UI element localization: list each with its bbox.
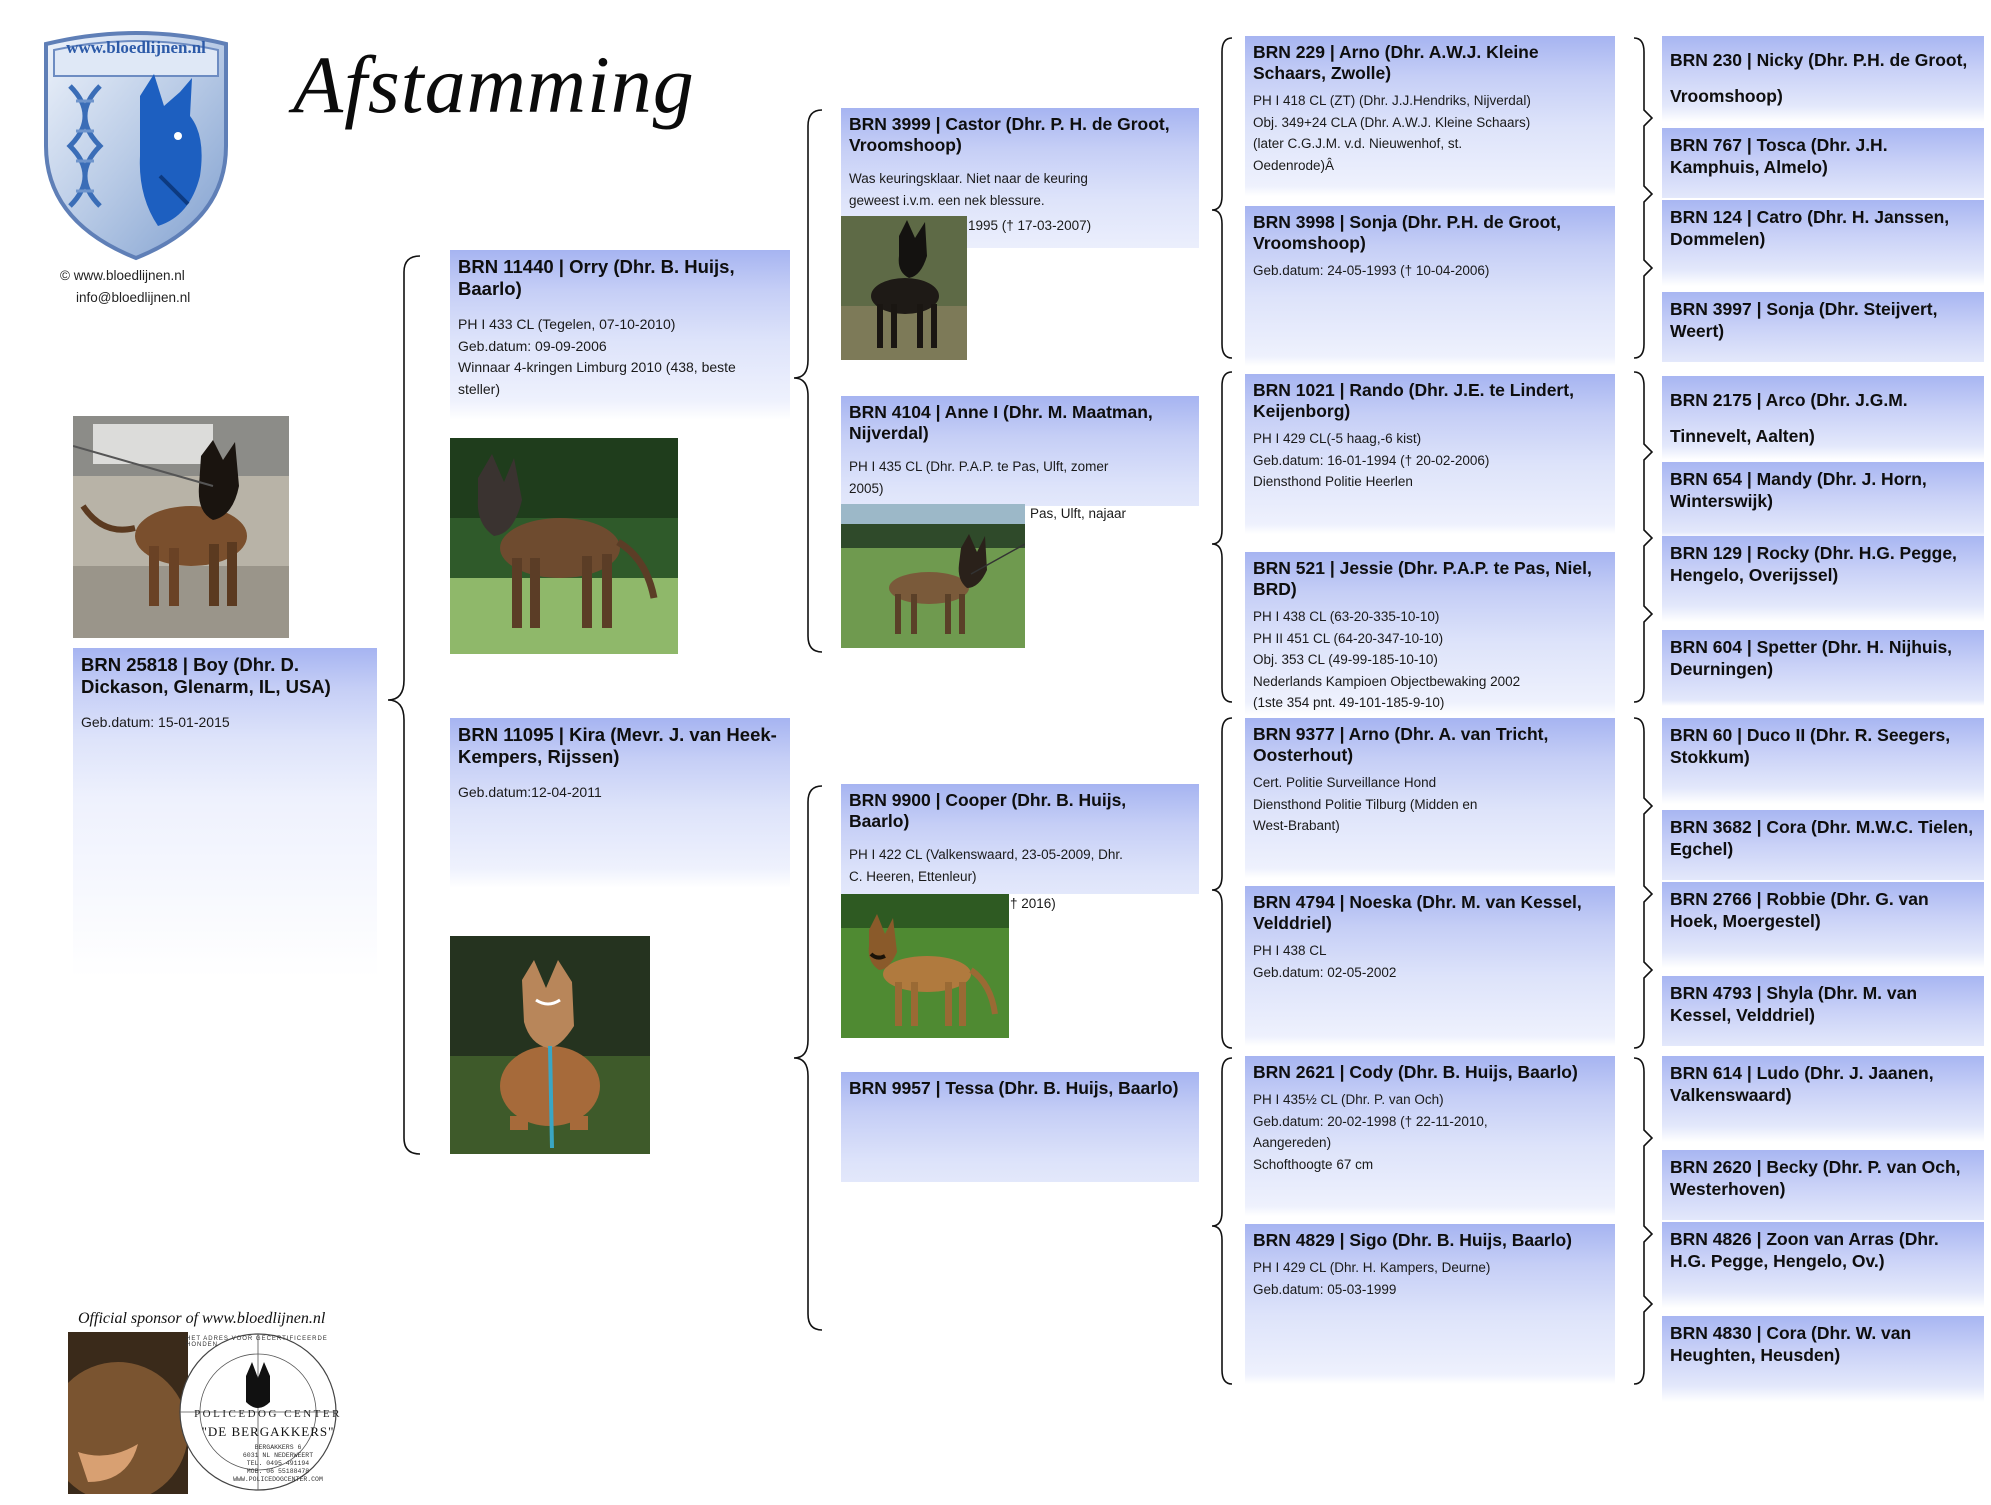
pedigree-box-gen4-4[interactable]	[1662, 292, 1984, 362]
dog-detail: PH I 433 CL (Tegelen, 07-10-2010)	[458, 316, 676, 332]
dog-detail: Diensthond Politie Tilburg (Midden en	[1253, 796, 1478, 812]
sponsor-arc-text: HET ADRES VOOR GECERTIFICEERDE HONDEN	[186, 1336, 328, 1348]
dog-detail: Obj. 349+24 CLA (Dhr. A.W.J. Kleine Schaars)	[1253, 114, 1531, 130]
dog-name[interactable]: BRN 2766 | Robbie (Dhr. G. van Hoek, Moergestel)	[1670, 889, 1929, 931]
dog-name[interactable]: BRN 767 | Tosca (Dhr. J.H. Kamphuis, Almelo)	[1670, 135, 1888, 177]
sponsor-caption: Official sponsor of www.bloedlijnen.nl	[78, 1310, 326, 1327]
pedigree-box-gen4-10[interactable]	[1662, 810, 1984, 880]
dog-detail: Aangereden)	[1253, 1135, 1332, 1150]
dog-name[interactable]: BRN 230 | Nicky (Dhr. P.H. de Groot, Vroomshoop)	[1670, 50, 1968, 106]
pedigree-box-gen4-9[interactable]	[1662, 718, 1984, 804]
pedigree-box-gen3-8[interactable]	[1245, 1224, 1615, 1384]
pedigree-box-gen2-anne[interactable]	[841, 396, 1199, 506]
dog-name[interactable]: BRN 11440 | Orry (Dhr. B. Huijs, Baarlo)	[458, 256, 735, 299]
dog-detail: steller)	[458, 380, 501, 397]
dog-name[interactable]: BRN 124 | Catro (Dhr. H. Janssen, Dommelen)	[1670, 207, 1950, 249]
dog-detail: PH I 435 CL (Dhr. P.A.P. te Pas, Ulft, zomer	[849, 459, 1109, 474]
sponsor-link[interactable]: WWW.POLICEDOGCENTER.COM	[233, 1476, 323, 1483]
dog-detail: geweest i.v.m. een nek blessure.	[849, 192, 1045, 208]
dog-detail: Oedenrode)Â	[1253, 157, 1335, 173]
dog-name[interactable]: BRN 614 | Ludo (Dhr. J. Jaanen, Valkenswaard)	[1670, 1063, 1934, 1105]
dog-name[interactable]: BRN 2620 | Becky (Dhr. P. van Och, Westerhoven)	[1670, 1157, 1961, 1199]
pedigree-box-gen4-5[interactable]	[1662, 376, 1984, 460]
logo-text: www.bloedlijnen.nl	[66, 38, 206, 57]
dog-detail: Cert. Politie Surveillance Hond	[1253, 775, 1437, 790]
contact-site: © www.bloedlijnen.nl	[60, 268, 185, 283]
dog-name[interactable]: BRN 654 | Mandy (Dhr. J. Horn, Winterswijk)	[1670, 469, 1927, 511]
pedigree-box-gen3-2[interactable]	[1245, 206, 1615, 366]
pedigree-box-gen4-12[interactable]	[1662, 976, 1984, 1046]
dog-name[interactable]: BRN 4794 | Noeska (Dhr. M. van Kessel, Velddriel)	[1253, 892, 1582, 933]
sponsor-address: TEL. 0495 491194	[246, 1460, 310, 1467]
pedigree-box-gen0[interactable]	[73, 648, 377, 978]
photo-cooper	[841, 894, 1009, 1038]
dog-detail: Was keuringsklaar. Niet naar de keuring	[849, 171, 1088, 186]
dog-detail: Geb.datum: 20-02-1998 († 22-11-2010,	[1253, 1113, 1488, 1129]
pedigree-box-gen4-8[interactable]	[1662, 630, 1984, 706]
sponsor-name-1: POLICEDOG CENTER	[194, 1408, 342, 1420]
dog-name[interactable]: BRN 3682 | Cora (Dhr. M.W.C. Tielen, Egchel)	[1670, 817, 1974, 859]
dog-detail: (later C.G.J.M. v.d. Nieuwenhof, st.	[1253, 136, 1463, 151]
pedigree-box-gen2-tessa[interactable]	[841, 1072, 1199, 1182]
dog-detail: Nederlands Kampioen Objectbewaking 2002	[1253, 673, 1521, 689]
dog-name[interactable]: BRN 3997 | Sonja (Dhr. Steijvert, Weert)	[1670, 299, 1938, 341]
pedigree-box-gen3-5[interactable]	[1245, 718, 1615, 878]
dog-detail: Geb.datum: 16-01-1994 († 20-02-2006)	[1253, 452, 1490, 468]
dog-name[interactable]: BRN 2621 | Cody (Dhr. B. Huijs, Baarlo)	[1253, 1062, 1578, 1082]
dog-detail: Geb.datum: 09-09-2006	[458, 337, 607, 354]
detail-fragment: Pas, Ulft, najaar	[1030, 506, 1127, 521]
contact-email: info@bloedlijnen.nl	[76, 290, 191, 305]
dog-detail: PH I 429 CL(-5 haag,-6 kist)	[1253, 431, 1422, 446]
pedigree-box-gen4-6[interactable]	[1662, 462, 1984, 538]
pedigree-box-gen3-4[interactable]	[1245, 552, 1615, 716]
dog-detail: 2005)	[849, 480, 884, 496]
dog-name[interactable]: BRN 4104 | Anne I (Dhr. M. Maatman, Nijverdal)	[849, 402, 1153, 443]
pedigree-box-gen4-3[interactable]	[1662, 200, 1984, 286]
pedigree-box-gen3-7[interactable]	[1245, 1056, 1615, 1216]
dog-name[interactable]: BRN 9957 | Tessa (Dhr. B. Huijs, Baarlo)	[849, 1078, 1179, 1098]
dog-name[interactable]: BRN 521 | Jessie (Dhr. P.A.P. te Pas, Niel, BRD)	[1253, 558, 1592, 599]
pedigree-box-gen3-1[interactable]	[1245, 36, 1615, 196]
dog-detail: Geb.datum: 05-03-1999	[1253, 1281, 1397, 1297]
dog-detail: Diensthond Politie Heerlen	[1253, 474, 1413, 489]
dog-detail: PH I 435½ CL (Dhr. P. van Och)	[1253, 1092, 1444, 1107]
dog-detail: Winnaar 4-kringen Limburg 2010 (438, beste	[458, 359, 736, 375]
page-title: Afstamming	[293, 39, 695, 130]
pedigree-box-gen4-11[interactable]	[1662, 882, 1984, 968]
pedigree-box-gen4-7[interactable]	[1662, 536, 1984, 622]
dog-detail: Schofthoogte 67 cm	[1253, 1156, 1374, 1172]
dog-name[interactable]: BRN 3998 | Sonja (Dhr. P.H. de Groot, Vroomshoop)	[1253, 212, 1561, 253]
photo-kira	[450, 936, 650, 1154]
sponsor-address: BERGAKKERS 6	[254, 1444, 302, 1451]
dog-name[interactable]: BRN 9377 | Arno (Dhr. A. van Tricht, Oosterhout)	[1253, 724, 1549, 765]
dog-detail: PH I 422 CL (Valkenswaard, 23-05-2009, Dhr.	[849, 847, 1123, 862]
photo-boy	[73, 416, 289, 638]
dog-name[interactable]: BRN 4826 | Zoon van Arras (Dhr. H.G. Pegge, Hengelo, Ov.)	[1670, 1229, 1939, 1271]
dog-detail: Geb.datum: 02-05-2002	[1253, 964, 1397, 980]
dog-name[interactable]: BRN 2175 | Arco (Dhr. J.G.M. Tinnevelt, Aalten)	[1670, 390, 1908, 446]
detail-fragment: † 2016)	[1010, 896, 1056, 911]
dog-name[interactable]: BRN 129 | Rocky (Dhr. H.G. Pegge, Hengelo, Overijssel)	[1670, 543, 1957, 585]
pedigree-box-gen1-kira[interactable]	[450, 718, 790, 888]
dog-name[interactable]: BRN 11095 | Kira (Mevr. J. van Heek-Kempers, Rijssen)	[458, 724, 777, 767]
dog-detail: Geb.datum: 15-01-2015	[81, 714, 230, 730]
dog-name[interactable]: BRN 1021 | Rando (Dhr. J.E. te Lindert, Keijenborg)	[1253, 380, 1574, 421]
pedigree-box-gen4-16[interactable]	[1662, 1316, 1984, 1402]
dog-name[interactable]: BRN 229 | Arno (Dhr. A.W.J. Kleine Schaars, Zwolle)	[1253, 42, 1539, 83]
photo-orry	[450, 438, 678, 654]
pedigree-box-gen4-13[interactable]	[1662, 1056, 1984, 1142]
dog-name[interactable]: BRN 25818 | Boy (Dhr. D. Dickason, Glenarm, IL, USA)	[81, 654, 331, 697]
pedigree-box-gen4-2[interactable]	[1662, 128, 1984, 198]
dog-name[interactable]: BRN 3999 | Castor (Dhr. P. H. de Groot, Vroomshoop)	[849, 114, 1170, 155]
pedigree-box-gen1-orry[interactable]	[450, 250, 790, 420]
pedigree-box-gen2-cooper[interactable]	[841, 784, 1199, 894]
dog-detail: PH II 451 CL (64-20-347-10-10)	[1253, 630, 1444, 646]
pedigree-box-gen4-1[interactable]	[1662, 36, 1984, 122]
sponsor-address: MOB. 06 55188478	[246, 1468, 310, 1475]
pedigree-box-gen3-3[interactable]	[1245, 374, 1615, 534]
sponsor-address: 6031 NL NEDERWEERT	[242, 1452, 314, 1459]
sponsor-name-2: "DE BERGAKKERS"	[201, 1424, 335, 1439]
dog-detail: C. Heeren, Ettenleur)	[849, 868, 977, 884]
detail-fragment: 1995 († 17-03-2007)	[968, 218, 1092, 233]
dog-detail: PH I 418 CL (ZT) (Dhr. J.J.Hendriks, Nijverdal)	[1253, 93, 1531, 108]
dog-detail: Obj. 353 CL (49-99-185-10-10)	[1253, 652, 1438, 667]
dog-detail: PH I 438 CL	[1253, 943, 1327, 958]
photo-castor	[841, 216, 967, 360]
pedigree-box-gen4-14[interactable]	[1662, 1150, 1984, 1220]
dog-name[interactable]: BRN 4829 | Sigo (Dhr. B. Huijs, Baarlo)	[1253, 1230, 1572, 1250]
dog-name[interactable]: BRN 60 | Duco II (Dhr. R. Seegers, Stokkum)	[1670, 725, 1951, 767]
dog-name[interactable]: BRN 4793 | Shyla (Dhr. M. van Kessel, Velddriel)	[1670, 983, 1918, 1025]
dog-name[interactable]: BRN 9900 | Cooper (Dhr. B. Huijs, Baarlo)	[849, 790, 1127, 831]
dog-detail: West-Brabant)	[1253, 818, 1340, 833]
dog-detail: Geb.datum: 24-05-1993 († 10-04-2006)	[1253, 263, 1490, 278]
pedigree-box-gen3-6[interactable]	[1245, 886, 1615, 1046]
dog-detail: PH I 429 CL (Dhr. H. Kampers, Deurne)	[1253, 1260, 1491, 1275]
dog-name[interactable]: BRN 604 | Spetter (Dhr. H. Nijhuis, Deurningen)	[1670, 637, 1953, 679]
dog-detail: Geb.datum:12-04-2011	[458, 784, 602, 800]
dog-name[interactable]: BRN 4830 | Cora (Dhr. W. van Heughten, Heusden)	[1670, 1323, 1912, 1365]
dog-detail: (1ste 354 pnt. 49-101-185-9-10)	[1253, 695, 1445, 710]
photo-anne	[841, 504, 1025, 648]
dog-detail: PH I 438 CL (63-20-335-10-10)	[1253, 609, 1440, 624]
pedigree-box-gen4-15[interactable]	[1662, 1222, 1984, 1308]
sponsor-logo	[68, 1332, 360, 1494]
